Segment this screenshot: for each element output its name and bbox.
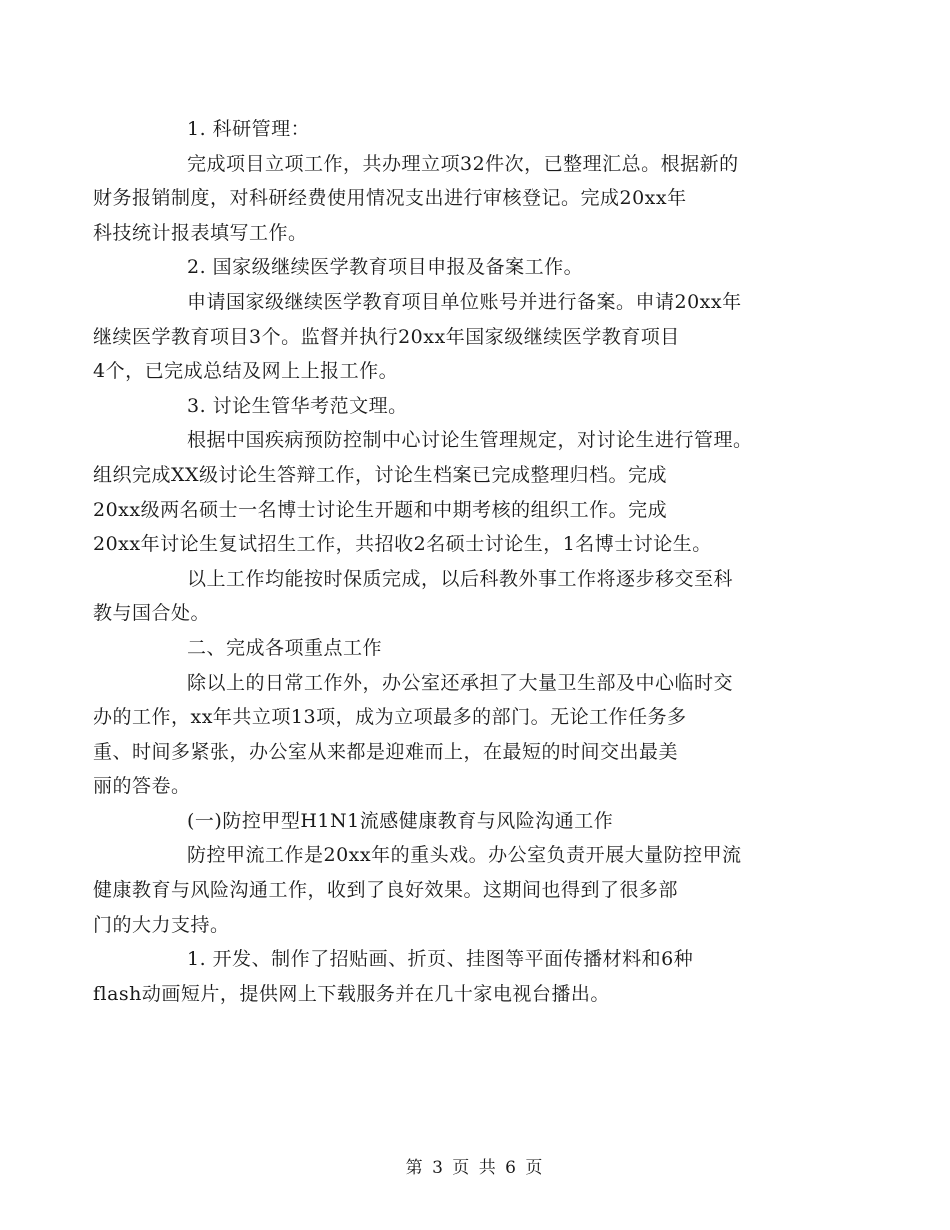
text-line: 财务报销制度，对科研经费使用情况支出进行审核登记。完成20xx年 bbox=[93, 187, 687, 210]
text-line: 科技统计报表填写工作。 bbox=[93, 221, 308, 244]
text-line: 根据中国疾病预防控制中心讨论生管理规定，对讨论生进行管理。 bbox=[187, 429, 753, 452]
paragraph bbox=[140, 112, 820, 147]
text-line: 门的大力支持。 bbox=[93, 913, 230, 936]
paragraph bbox=[93, 147, 820, 251]
text-line: 除以上的日常工作外，办公室还承担了大量卫生部及中心临时交 bbox=[187, 671, 734, 694]
text-line: 健康教育与风险沟通工作，收到了良好效果。这期间也得到了很多部 bbox=[93, 879, 679, 902]
text-line: 完成项目立项工作，共办理立项32件次，已整理汇总。根据新的 bbox=[187, 152, 739, 175]
text-line: (一)防控甲型H1N1流感健康教育与风险沟通工作 bbox=[187, 809, 614, 832]
text-line: 申请国家级继续医学教育项目单位账号并进行备案。申请20xx年 bbox=[187, 290, 742, 313]
paragraph bbox=[140, 631, 820, 666]
text-line: 20xx年讨论生复试招生工作，共招收2名硕士讨论生，1名博士讨论生。 bbox=[93, 533, 712, 556]
text-line: 2. 国家级继续医学教育项目申报及备案工作。 bbox=[187, 256, 584, 279]
text-line: 组织完成XX级讨论生答辩工作，讨论生档案已完成整理归档。完成 bbox=[93, 463, 668, 486]
paragraph bbox=[93, 838, 820, 942]
paragraph bbox=[93, 423, 820, 561]
paragraph bbox=[140, 389, 820, 424]
paragraph bbox=[140, 250, 820, 285]
text-line: 办的工作，xx年共立项13项，成为立项最多的部门。无论工作任务多 bbox=[93, 706, 687, 729]
paragraph bbox=[140, 804, 820, 839]
paragraph bbox=[93, 285, 820, 389]
paragraph bbox=[93, 942, 820, 1011]
text-line: 丽的答卷。 bbox=[93, 775, 191, 798]
paragraph bbox=[93, 666, 820, 804]
text-line: 20xx级两名硕士一名博士讨论生开题和中期考核的组织工作。完成 bbox=[93, 498, 668, 521]
paragraph bbox=[93, 562, 820, 631]
text-line: 教与国合处。 bbox=[93, 602, 211, 625]
text-line: 1. 科研管理： bbox=[187, 118, 311, 140]
text-line: 继续医学教育项目3个。监督并执行20xx年国家级继续医学教育项目 bbox=[93, 325, 680, 348]
text-line: 防控甲流工作是20xx年的重头戏。办公室负责开展大量防控甲流 bbox=[187, 844, 742, 867]
text-line: 以上工作均能按时保质完成，以后科教外事工作将逐步移交至科 bbox=[187, 567, 734, 590]
text-line: 二、完成各项重点工作 bbox=[187, 636, 383, 659]
text-line: 重、时间多紧张，办公室从来都是迎难而上，在最短的时间交出最美 bbox=[93, 740, 679, 763]
text-line: 1. 开发、制作了招贴画、折页、挂图等平面传播材料和6种 bbox=[187, 948, 694, 971]
text-line: flash动画短片，提供网上下载服务并在几十家电视台播出。 bbox=[93, 982, 610, 1005]
document-body bbox=[93, 112, 820, 1011]
text-line: 3. 讨论生管华考范文理。 bbox=[187, 394, 408, 417]
page-footer: 第 3 页 共 6 页 bbox=[405, 1158, 545, 1178]
text-line: 4个，已完成总结及网上上报工作。 bbox=[93, 360, 399, 383]
